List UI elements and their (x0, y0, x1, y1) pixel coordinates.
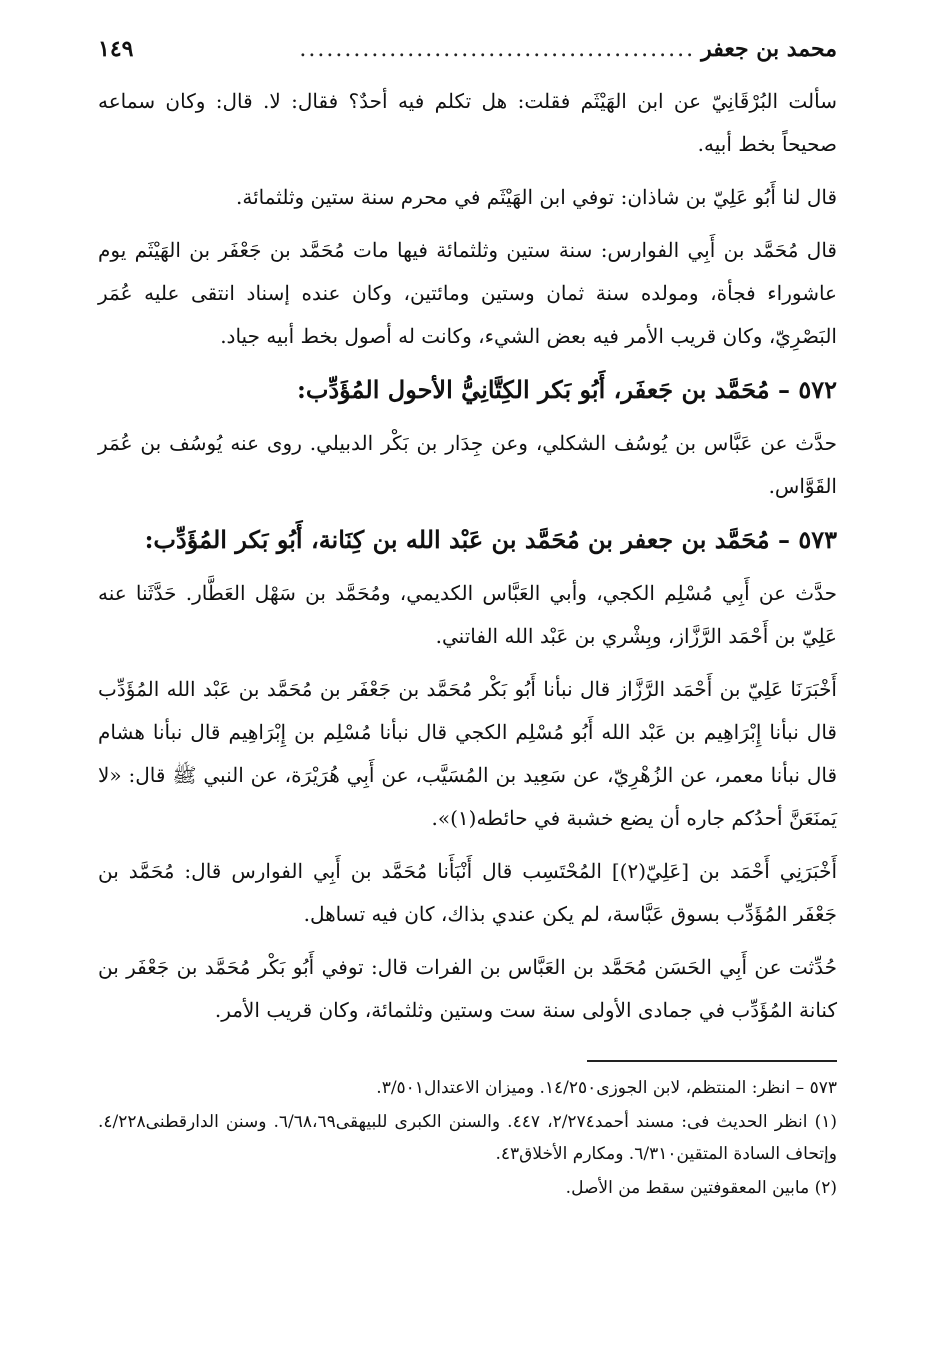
entry-heading-573: ٥٧٣ – مُحَمَّد بن جعفر بن مُحَمَّد بن عَبْد الله بن كِنَانة، أَبُو بَكر المُؤَدِّب: (144, 525, 837, 554)
footnotes (98, 1072, 837, 1204)
paragraph-5: حدَّث عن أَبِي مُسْلِم الكجي، وأبي العَبَّاس الكديمي، ومُحَمَّد بن سَهْل العَطَّار. حَدَّثَنا عنه عَلِيّ بن أَحْمَد الرَّزَّاز، وبِشْري بن عَبْد الله الفاتني. (98, 581, 838, 648)
header-leader-dots: ............................................ (299, 37, 696, 62)
entry-heading-572: ٥٧٢ – مُحَمَّد بن جَعفَر، أَبُو بَكر الكِتَّانِيُّ الأحول المُؤَدِّب: (297, 375, 837, 404)
paragraph-3: قال مُحَمَّد بن أَبِي الفوارس: سنة ستين وثلثمائة فيها مات مُحَمَّد بن جَعْفَر بن الهَيْثَم يوم عاشوراء فجأة، ومولده سنة ثمان وستين ومائتين، وكان عنده إسناد انتقى عليه عُمَر البَصْرِيّ، وكان قريب الأمر فيه بعض الشيء، وكانت له أصول بخط أبيه جياد. (98, 238, 837, 348)
paragraph-6: أَخْبَرَنَا عَلِيّ بن أَحْمَد الرَّزَّاز قال نبأنا أَبُو بَكْر مُحَمَّد بن جَعْفَر بن مُحَمَّد بن عَبْد الله المُؤَدِّب قال نبأنا إِبْرَاهِيم بن عَبْد الله أَبُو مُسْلِم الكجي قال نبأنا مُسْلِم بن إِبْرَاهِيم قال نبأنا هشام قال نبأنا معمر، عن الزُهْرِيّ، عن سَعِيد بن المُسَيَّب، عن أَبِي هُرَيْرَة، عن النبي ﷺ قال: «لا يَمنَعَنَّ أحدُكم جاره أن يضع خشبة في حائطه(١)». (98, 677, 837, 830)
paragraph-8: حُدِّثت عن أَبِي الحَسَن مُحَمَّد بن العَبَّاس بن الفرات قال: توفي أَبُو بَكْر مُحَمَّد بن جَعْفَر بن كنانة المُؤَدِّب في جمادى الأولى سنة ست وستين وثلثمائة، وكان قريب الأمر. (98, 955, 837, 1022)
paragraph-7: أَخْبَرَنِي أَحْمَد بن [عَلِيّ(٢)] المُحْتَسِب قال أَنْبَأَنا مُحَمَّد بن أَبِي الفوارس قال: مُحَمَّد بن جَعْفَر المُؤَدِّب بسوق عَبَّاسة، لم يكن عندي بذاك، كان فيه تساهل. (98, 859, 838, 926)
footnote-separator (587, 1060, 837, 1062)
page-number: ١٤٩ (98, 36, 134, 62)
footnote-1: (١) انظر الحديث فى: مسند أحمد٢/٢٧٤، ٤٤٧. والسنن الكبرى للبيهقى٦/٦٨،٦٩. وسنن الدارقطنى٤/٢٢٨. وإتحاف السادة المتقين٦/٣١٠. ومكارم الأخلاق٤٣. (98, 1112, 837, 1164)
running-title: محمد بن جعفر (701, 36, 837, 62)
page-header (98, 36, 837, 80)
main-text (98, 80, 837, 1032)
footnote-2: (٢) مابين المعقوفتين سقط من الأصل. (565, 1178, 837, 1198)
footnote-entry: ٥٧٣ – انظر: المنتظم، لابن الجوزى١٤/٢٥٠. وميزان الاعتدال٣/٥٠١. (376, 1078, 837, 1098)
paragraph-4: حدَّث عن عَبَّاس بن يُوسُف الشكلي، وعن جِدَار بن بَكْر الدبيلي. روى عنه يُوسُف بن عُمَر القَوَّاس. (98, 431, 837, 498)
paragraph-2: قال لنا أَبُو عَلِيّ بن شاذان: توفي ابن الهَيْثَم في محرم سنة ستين وثلثمائة. (235, 185, 837, 209)
paragraph-1: سألت البُرْقَانِيّ عن ابن الهَيْثَم فقلت: هل تكلم فيه أحدٌ؟ فقال: لا. قال: وكان سماعه صحيحاً بخط أبيه. (98, 89, 837, 156)
